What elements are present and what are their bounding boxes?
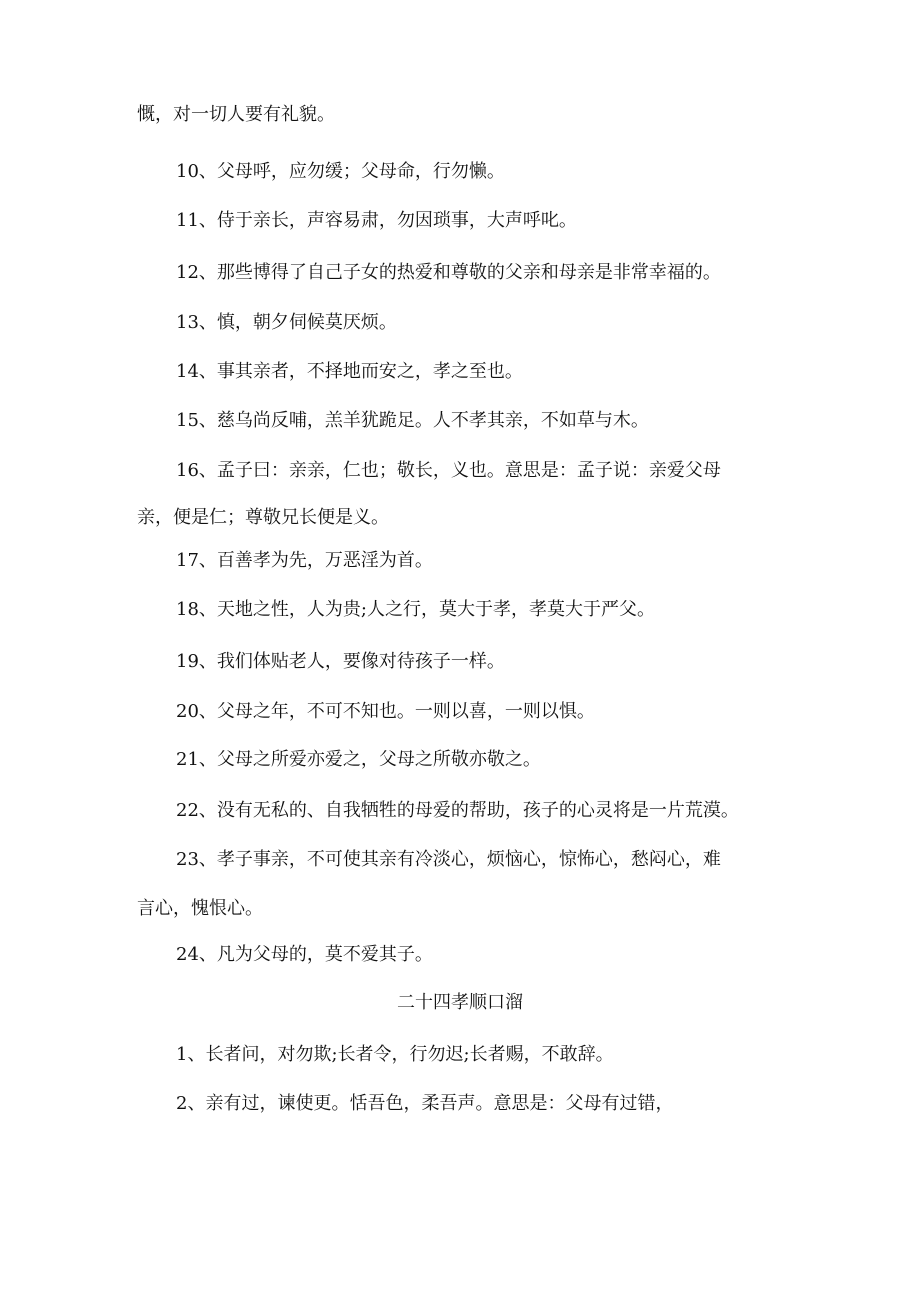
text-line-continuation-courtesy: 慨，对一切人要有礼貌。 — [137, 104, 335, 125]
saying-16: 16、孟子曰：亲亲，仁也；敬长，义也。意思是：孟子说：亲爱父母 — [176, 460, 721, 481]
rhyme-2: 2、亲有过，谏使更。恬吾色，柔吾声。意思是：父母有过错， — [176, 1093, 674, 1114]
saying-23-continuation: 言心，愧恨心。 — [137, 898, 263, 919]
rhyme-1: 1、长者问，对勿欺;长者令，行勿迟;长者赐，不敢辞。 — [176, 1044, 614, 1065]
saying-12: 12、那些博得了自己子女的热爱和尊敬的父亲和母亲是非常幸福的。 — [176, 262, 721, 283]
saying-15: 15、慈乌尚反哺，羔羊犹跪足。人不孝其亲，不如草与木。 — [176, 410, 649, 431]
section-heading: 二十四孝顺口溜 — [397, 992, 523, 1013]
saying-16-continuation: 亲，便是仁；尊敬兄长便是义。 — [137, 507, 389, 528]
saying-19: 19、我们体贴老人，要像对待孩子一样。 — [176, 651, 505, 672]
saying-18: 18、天地之性，人为贵;人之行，莫大于孝，孝莫大于严父。 — [176, 599, 655, 620]
saying-24: 24、凡为父母的，莫不爱其子。 — [176, 944, 433, 965]
saying-13: 13、慎，朝夕伺候莫厌烦。 — [176, 312, 397, 333]
saying-14: 14、事其亲者，不择地而安之，孝之至也。 — [176, 361, 523, 382]
saying-20: 20、父母之年，不可不知也。一则以喜，一则以惧。 — [176, 701, 595, 722]
saying-11: 11、侍于亲长，声容易肃，勿因琐事，大声呼叱。 — [176, 210, 577, 231]
saying-17: 17、百善孝为先，万恶淫为首。 — [176, 550, 433, 571]
saying-10: 10、父母呼，应勿缓；父母命，行勿懒。 — [176, 161, 505, 182]
saying-23: 23、孝子事亲，不可使其亲有冷淡心，烦恼心，惊怖心，愁闷心，难 — [176, 849, 721, 870]
saying-22: 22、没有无私的、自我牺牲的母爱的帮助，孩子的心灵将是一片荒漠。 — [176, 800, 739, 821]
saying-21: 21、父母之所爱亦爱之，父母之所敬亦敬之。 — [176, 749, 541, 770]
